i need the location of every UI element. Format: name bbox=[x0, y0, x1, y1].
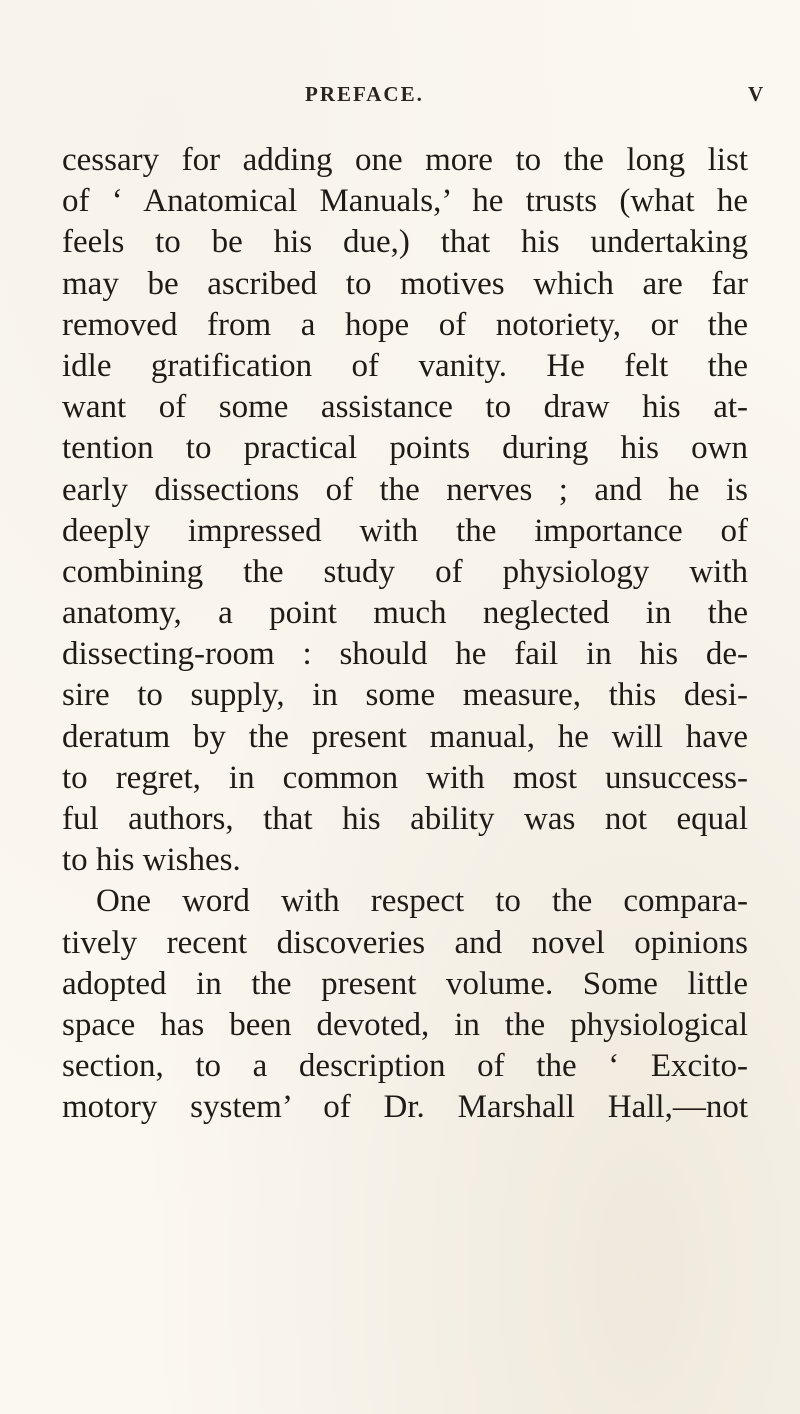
body-text bbox=[62, 140, 748, 1129]
text-line: may be ascribed to motives which are far bbox=[62, 265, 748, 302]
text-line: One word with respect to the compara- bbox=[96, 883, 748, 920]
text-line: dissecting-room : should he fail in his de- bbox=[62, 636, 748, 673]
text-line: to regret, in common with most unsuccess- bbox=[62, 759, 748, 796]
text-line: idle gratification of vanity. He felt the bbox=[62, 347, 748, 384]
running-head bbox=[0, 82, 800, 112]
text-line: removed from a hope of notoriety, or the bbox=[62, 306, 748, 343]
text-line: combining the study of physiology with bbox=[62, 553, 748, 590]
text-line: deratum by the present manual, he will have bbox=[62, 718, 748, 755]
text-line: sire to supply, in some measure, this desi- bbox=[62, 677, 748, 714]
text-line: adopted in the present volume. Some little bbox=[62, 965, 748, 1002]
text-line: ful authors, that his ability was not equal bbox=[62, 801, 748, 837]
page-number: V bbox=[748, 82, 766, 106]
text-line: tention to practical points during his own bbox=[62, 430, 748, 467]
text-line: feels to be his due,) that his undertaking bbox=[62, 224, 748, 261]
text-line: of ‘ Anatomical Manuals,’ he trusts (what he bbox=[62, 183, 748, 220]
text-line: early dissections of the nerves ; and he is bbox=[62, 471, 748, 508]
text-line: section, to a description of the ‘ Excito- bbox=[62, 1048, 748, 1085]
text-line: motory system’ of Dr. Marshall Hall,—not bbox=[62, 1089, 748, 1126]
text-line: anatomy, a point much neglected in the bbox=[62, 595, 748, 632]
paragraph-2 bbox=[62, 881, 748, 1128]
text-line: cessary for adding one more to the long list bbox=[62, 142, 748, 178]
text-line: deeply impressed with the importance of bbox=[62, 512, 748, 549]
running-head-title: PREFACE. bbox=[305, 82, 424, 106]
text-line: space has been devoted, in the physiological bbox=[62, 1006, 748, 1043]
text-line: want of some assistance to draw his at- bbox=[62, 389, 748, 426]
text-line: to his wishes. bbox=[62, 842, 241, 879]
text-line: tively recent discoveries and novel opinions bbox=[62, 924, 748, 961]
paragraph-1 bbox=[62, 140, 748, 881]
